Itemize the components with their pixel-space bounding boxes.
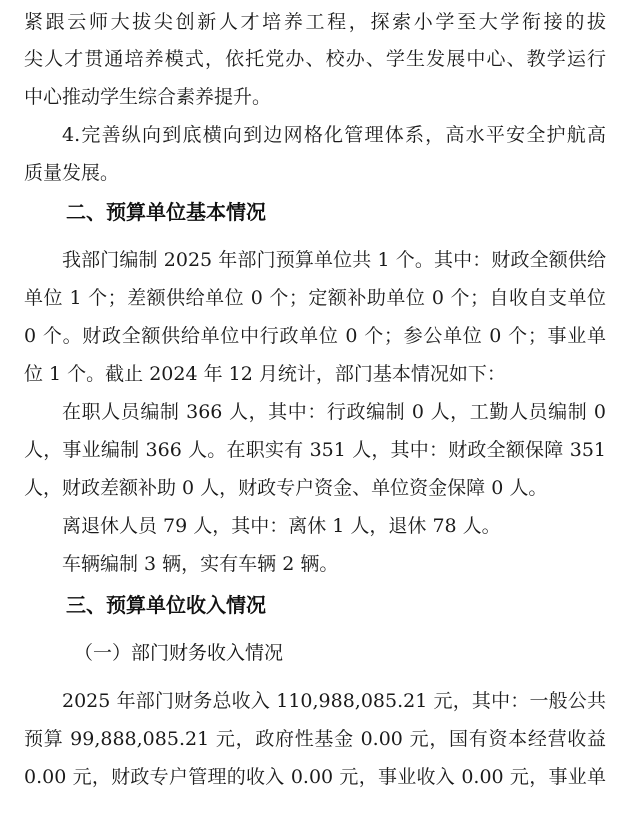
paragraph-line: 4.完善纵向到底横向到边网格化管理体系，高水平安全护航高	[62, 124, 606, 146]
paragraph-line: 紧跟云师大拔尖创新人才培养工程，探索小学至大学衔接的拔	[24, 11, 606, 33]
paragraph-line: 人，财政差额补助 0 人，财政专户资金、单位资金保障 0 人。	[24, 477, 548, 499]
paragraph-line: 质量发展。	[24, 162, 120, 184]
section-heading: 三、预算单位收入情况	[66, 593, 266, 617]
paragraph-line: 单位 1 个；差额供给单位 0 个；定额补助单位 0 个；自收自支单位	[24, 287, 606, 309]
paragraph-line: 人，事业编制 366 人。在职实有 351 人，其中：财政全额保障 351	[24, 439, 606, 461]
paragraph-line: 预算 99,888,085.21 元，政府性基金 0.00 元，国有资本经营收益	[24, 728, 606, 750]
paragraph-line: 2025 年部门财务总收入 110,988,085.21 元，其中：一般公共	[62, 690, 606, 712]
paragraph-line: 车辆编制 3 辆，实有车辆 2 辆。	[62, 553, 339, 575]
paragraph-line: 位 1 个。截止 2024 年 12 月统计，部门基本情况如下：	[24, 363, 506, 385]
paragraph-line: 离退休人员 79 人，其中：离休 1 人，退休 78 人。	[62, 515, 501, 537]
paragraph-line: 在职人员编制 366 人，其中：行政编制 0 人，工勤人员编制 0	[62, 401, 606, 423]
paragraph-line: 尖人才贯通培养模式，依托党办、校办、学生发展中心、教学运行	[24, 48, 606, 70]
paragraph-line: 0 个。财政全额供给单位中行政单位 0 个；参公单位 0 个；事业单	[24, 325, 606, 347]
paragraph-line: 我部门编制 2025 年部门预算单位共 1 个。其中：财政全额供给	[62, 249, 606, 271]
paragraph-line: 0.00 元，财政专户管理的收入 0.00 元，事业收入 0.00 元，事业单	[24, 766, 606, 788]
paragraph-line: 中心推动学生综合素养提升。	[24, 86, 272, 108]
section-heading: 二、预算单位基本情况	[66, 200, 266, 224]
subsection-heading: （一）部门财务收入情况	[74, 642, 284, 664]
